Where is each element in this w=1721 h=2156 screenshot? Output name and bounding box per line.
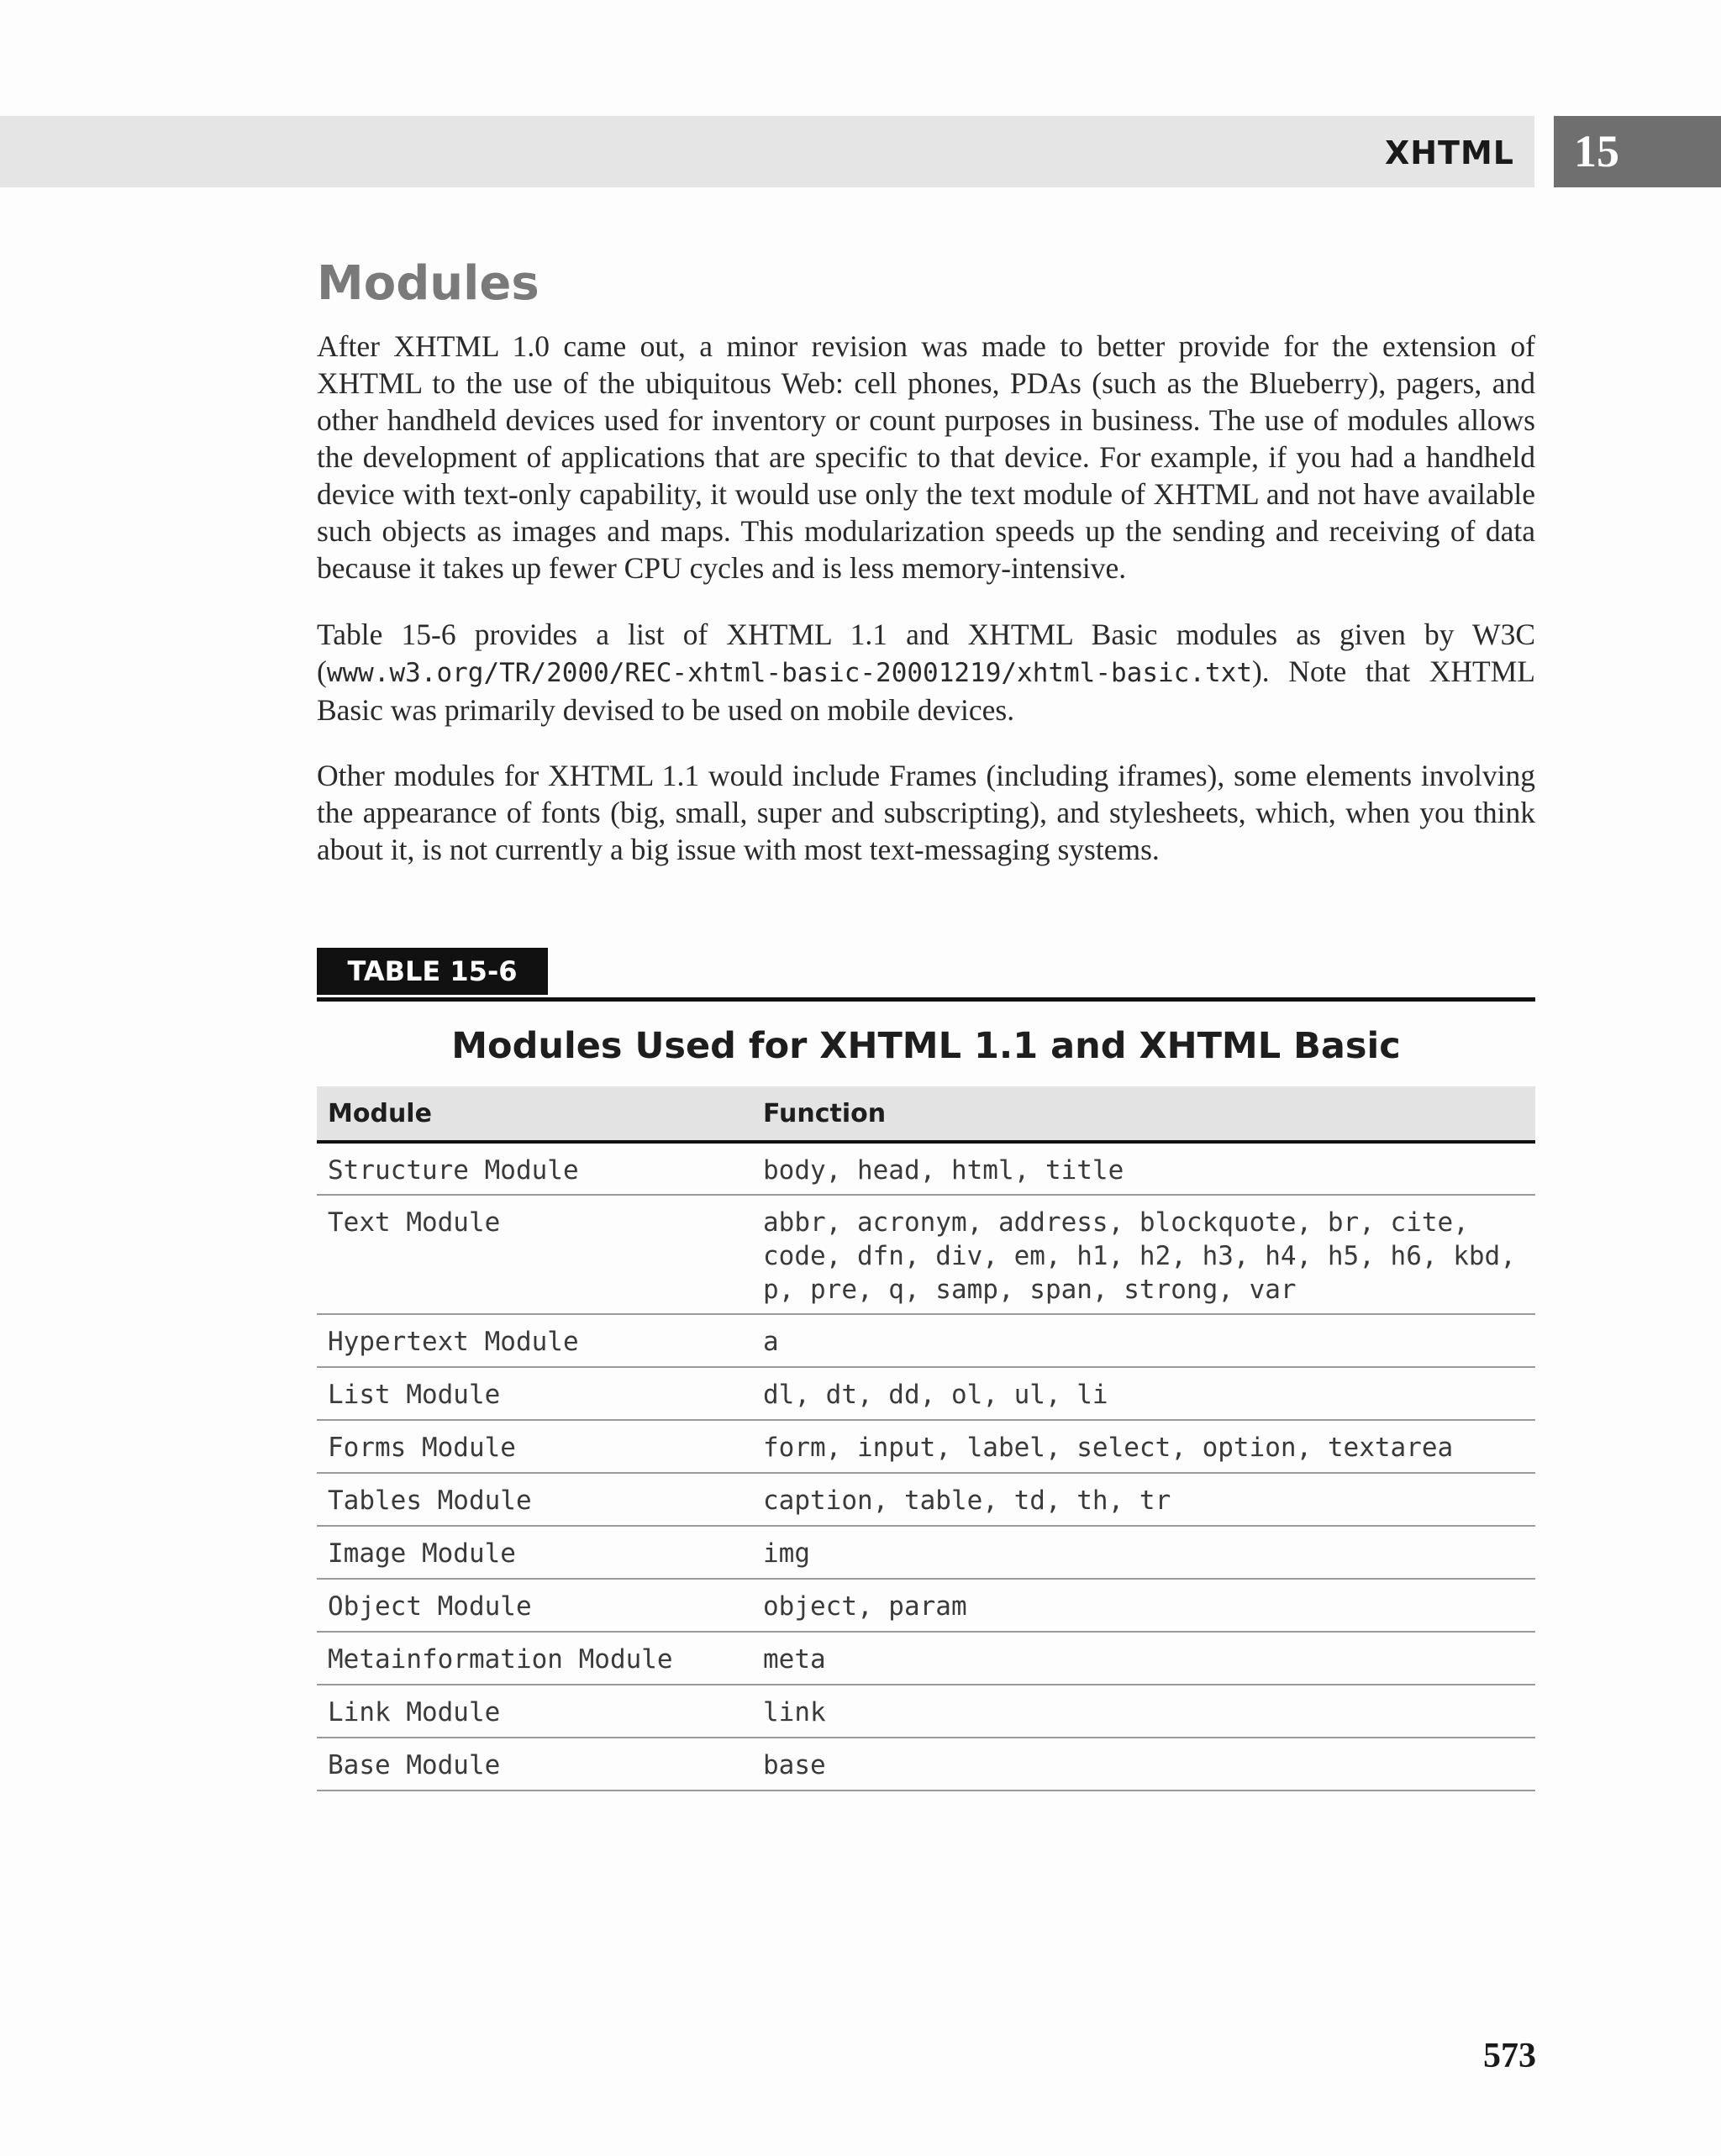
module-function: meta (752, 1632, 1535, 1685)
table-label-rule (317, 948, 1535, 1002)
table-row (317, 1632, 1535, 1685)
module-name: List Module (317, 1367, 752, 1420)
module-name: Image Module (317, 1526, 752, 1579)
table-row (317, 1195, 1535, 1314)
module-name: Tables Module (317, 1473, 752, 1526)
module-name: Metainformation Module (317, 1632, 752, 1685)
table-title: Modules Used for XHTML 1.1 and XHTML Basic (451, 1025, 1401, 1067)
section-title: Modules (317, 256, 539, 311)
table-row (317, 1738, 1535, 1791)
module-name: Forms Module (317, 1420, 752, 1473)
modules-table (317, 1086, 1535, 1791)
module-function: form, input, label, select, option, textarea (752, 1420, 1535, 1473)
table-row (317, 1473, 1535, 1526)
table-row (317, 1367, 1535, 1420)
table-row (317, 1685, 1535, 1738)
paragraph-1: After XHTML 1.0 came out, a minor revision was made to better provide for the extension of XHTML to the use of the ubiquitous Web: cell phones, PDAs (such as the Blueberry), pagers, and other handheld devices used for inventory or count purposes in business. The use of modules allows the development of applications that are specific to that device. For example, if you had a handheld device with text-only capability, it would use only the text module of XHTML and not have available such objects as images and maps. This modularization speeds up the sending and receiving of data because it takes up fewer CPU cycles and is less memory-intensive. (317, 329, 1535, 585)
module-function: abbr, acronym, address, blockquote, br, cite, code, dfn, div, em, h1, h2, h3, h4, h5, h6, kbd, p, pre, q, samp, span, strong, var (752, 1195, 1535, 1314)
table-row (317, 1142, 1535, 1195)
module-function: a (752, 1314, 1535, 1367)
module-function: body, head, html, title (752, 1142, 1535, 1195)
paragraph-2 (317, 616, 1535, 728)
running-head-band (0, 116, 1534, 187)
module-name: Base Module (317, 1738, 752, 1791)
table-label: TABLE 15-6 (317, 948, 548, 995)
chapter-number-tab: 15 (1554, 116, 1721, 187)
paragraph-2-text-start: Table 15-6 provides a list of XHTML 1.1 and XHTML Basic modules as given by W3C ( (317, 618, 1535, 688)
paragraph-3: Other modules for XHTML 1.1 would include Frames (including iframes), some elements involving the appearance of fonts (big, small, super and subscripting), and stylesheets, which, when you think about it, is not currently a big issue with most text-messaging systems. (317, 759, 1535, 866)
column-header-function: Function (752, 1086, 1535, 1142)
module-name: Hypertext Module (317, 1314, 752, 1367)
module-name: Object Module (317, 1579, 752, 1632)
module-name: Text Module (317, 1195, 752, 1314)
paragraph-2-text-end: ). Note that XHTML Basic was primarily devised to be used on mobile devices. (317, 655, 1535, 727)
module-function: img (752, 1526, 1535, 1579)
table-row (317, 1579, 1535, 1632)
table-row (317, 1420, 1535, 1473)
page-number: 573 (1483, 2037, 1536, 2075)
table-header-row (317, 1086, 1535, 1142)
module-function: link (752, 1685, 1535, 1738)
w3c-url: www.w3.org/TR/2000/REC-xhtml-basic-20001219/xhtml-basic.txt (326, 658, 1252, 688)
module-function: object, param (752, 1579, 1535, 1632)
table-row (317, 1526, 1535, 1579)
running-head: XHTML (1384, 134, 1514, 171)
module-function: caption, table, td, th, tr (752, 1473, 1535, 1526)
module-function: dl, dt, dd, ol, ul, li (752, 1367, 1535, 1420)
module-name: Link Module (317, 1685, 752, 1738)
module-function: base (752, 1738, 1535, 1791)
table-row (317, 1314, 1535, 1367)
column-header-module: Module (317, 1086, 752, 1142)
module-name: Structure Module (317, 1142, 752, 1195)
